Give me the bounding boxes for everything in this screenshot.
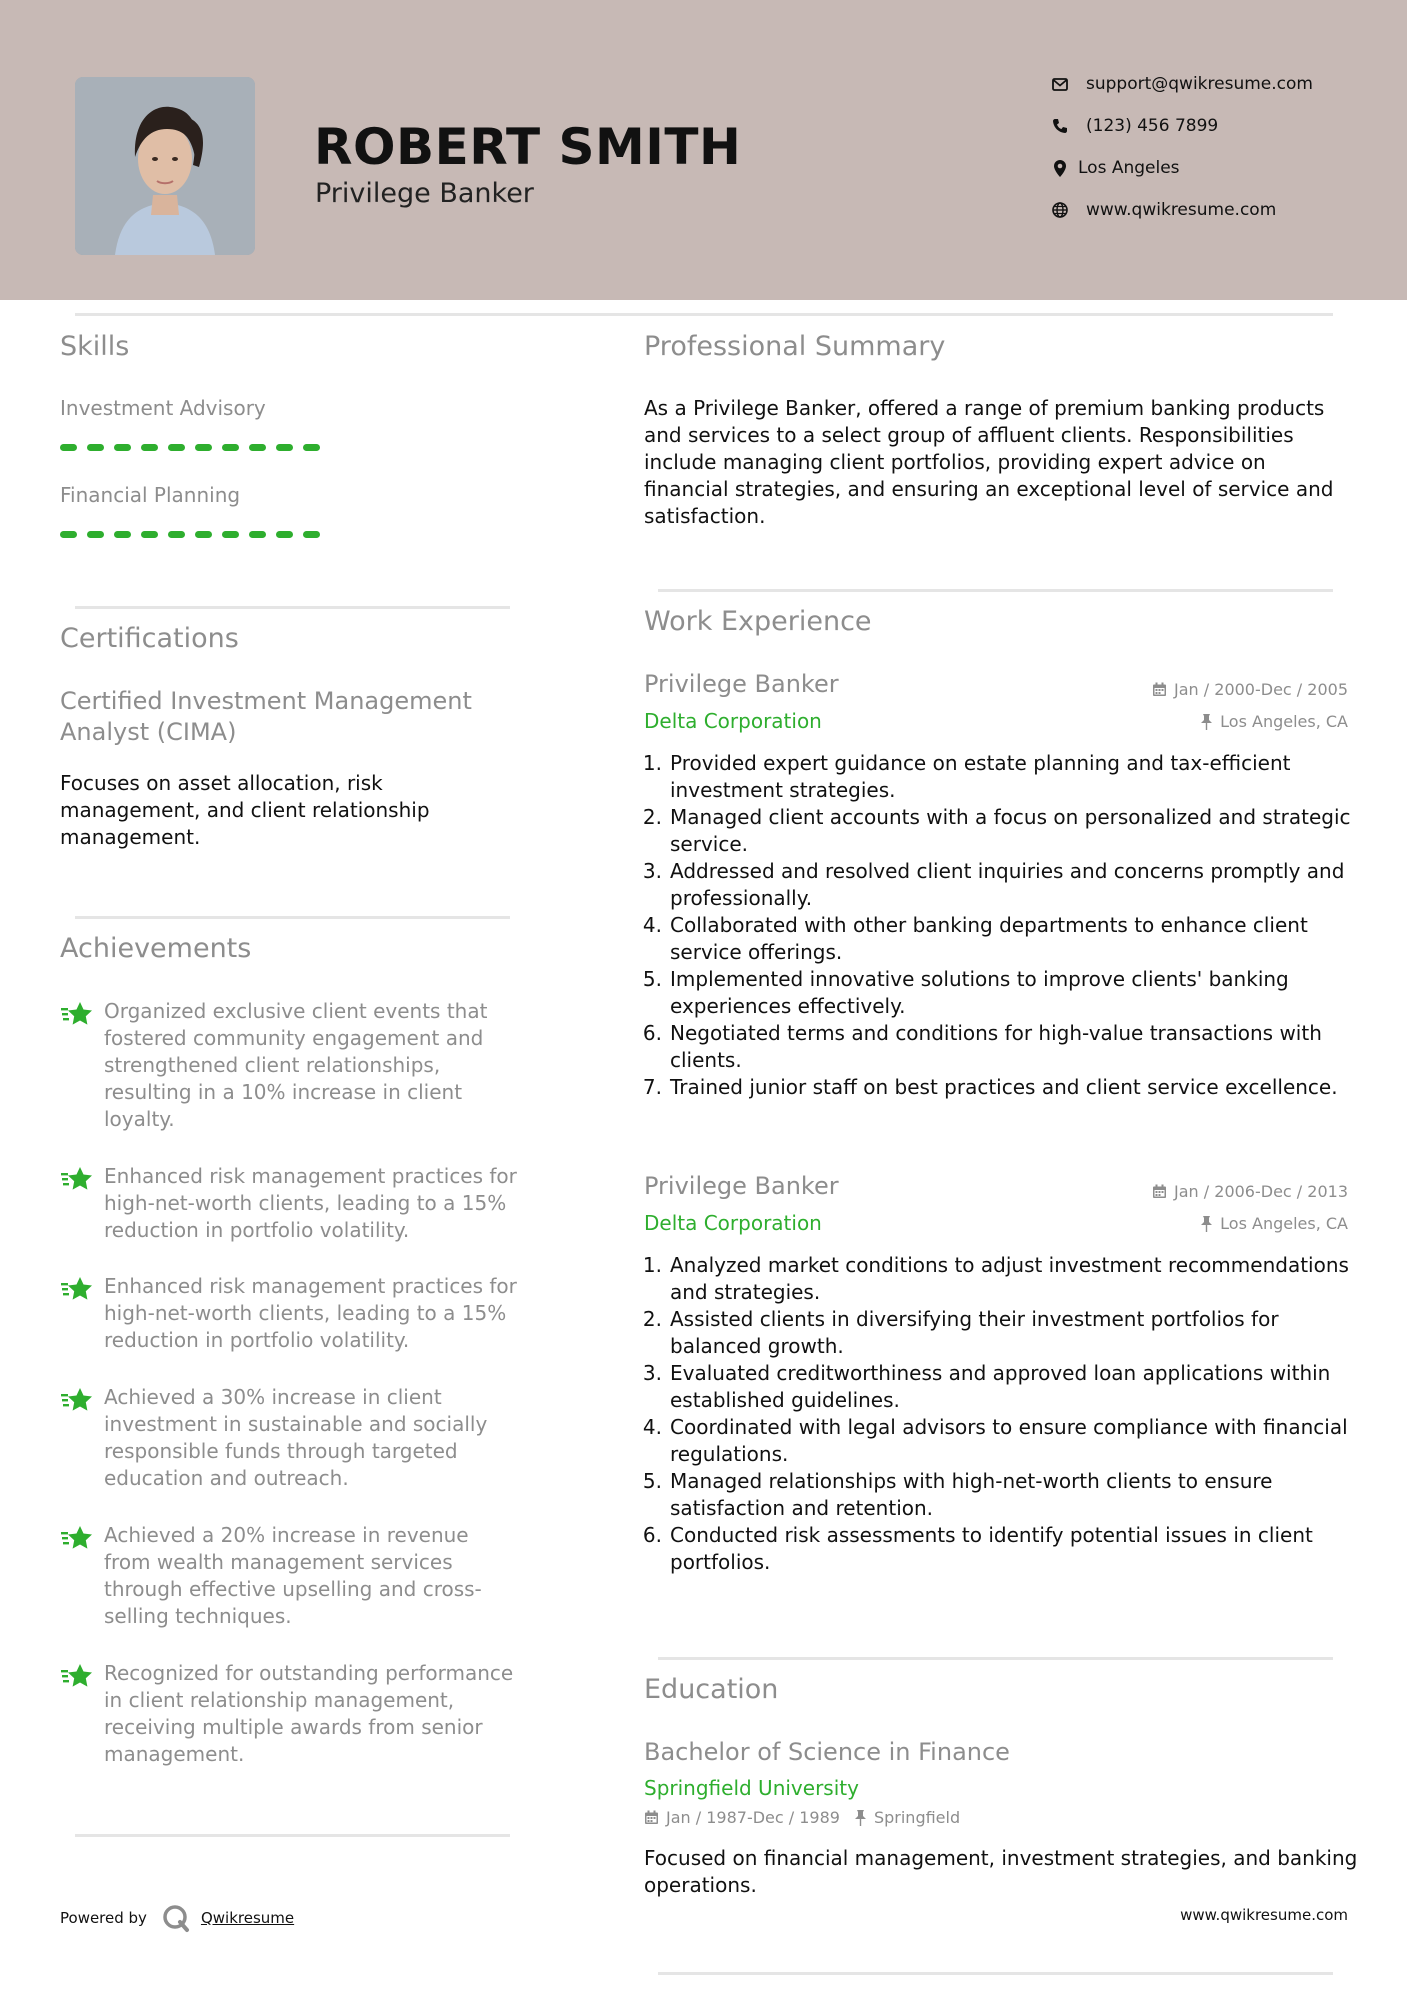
map-pin-icon: [1050, 158, 1070, 178]
list-item: 1. Analyzed market conditions to adjust investment recommendations and strategies.: [642, 1253, 1349, 1304]
list-item: 4. Coordinated with legal advisors to ensure compliance with financial regulations.: [642, 1415, 1348, 1466]
contact-location: [1050, 158, 1180, 178]
contact-email[interactable]: [1050, 74, 1313, 94]
list-item: 3. Addressed and resolved client inquiries and concerns promptly and professionally.: [642, 859, 1345, 910]
pushpin-icon: [1200, 714, 1213, 730]
profile-photo: [75, 77, 255, 255]
job-responsibilities-list: [636, 750, 1361, 1101]
star-icon: [60, 1524, 96, 1630]
candidate-name: ROBERT SMITH: [314, 118, 742, 176]
powered-by-label: Powered by: [60, 1909, 147, 1927]
list-item: 3. Evaluated creditworthiness and approved loan applications within established guidelines.: [642, 1361, 1331, 1412]
job-dates-text: Jan / 2006-Dec / 2013: [1174, 1182, 1348, 1201]
job-dates: [1152, 1182, 1348, 1201]
job-location: [1200, 712, 1348, 731]
job-title: Privilege Banker: [644, 670, 839, 698]
calendar-icon: [1152, 1184, 1167, 1199]
footer-website-link[interactable]: www.qwikresume.com: [1180, 1906, 1348, 1924]
contact-website-text: www.qwikresume.com: [1086, 200, 1277, 220]
divider-certifications: [75, 606, 510, 609]
skills-heading: Skills: [60, 331, 130, 362]
achievement-item: [60, 1163, 520, 1244]
contact-email-text: support@qwikresume.com: [1086, 74, 1313, 94]
achievement-text: Recognized for outstanding performance in client relationship management, receiving multiple awards from senior management.: [104, 1661, 514, 1766]
certification-description: Focuses on asset allocation, risk management, and client relationship management.: [60, 771, 430, 849]
job-dates-text: Jan / 2000-Dec / 2005: [1174, 680, 1348, 699]
degree-title: Bachelor of Science in Finance: [644, 1738, 1010, 1766]
achievement-item: [60, 1522, 520, 1630]
achievement-text: Achieved a 30% increase in client investment in sustainable and socially responsible funds through targeted education and outreach.: [104, 1385, 488, 1490]
qwikresume-link[interactable]: Qwikresume: [200, 1909, 295, 1927]
list-item: 1. Provided expert guidance on estate planning and tax-efficient investment strategies.: [642, 751, 1291, 802]
list-item: 2. Managed client accounts with a focus on personalized and strategic service.: [642, 805, 1351, 856]
star-icon: [60, 1000, 96, 1133]
list-item: 2. Assisted clients in diversifying their investment portfolios for balanced growth.: [642, 1307, 1279, 1358]
education-heading: Education: [644, 1674, 779, 1705]
work-experience-heading: Work Experience: [644, 606, 872, 637]
list-item: 5. Implemented innovative solutions to improve clients' banking experiences effectively.: [642, 967, 1289, 1018]
skill-name: Financial Planning: [60, 483, 241, 507]
divider-work-experience: [658, 589, 1333, 592]
education-meta: [644, 1808, 960, 1827]
contact-phone[interactable]: [1050, 116, 1218, 136]
skill-name: Investment Advisory: [60, 396, 266, 420]
company-name: Delta Corporation: [644, 709, 822, 733]
achievement-item: [60, 1273, 520, 1354]
skill-rating-dots: [60, 444, 320, 451]
star-icon: [60, 1275, 96, 1354]
summary-text: As a Privilege Banker, offered a range of premium banking products and services to a select group of affluent clients. Responsibilities include managing client portfolios, providing expert advice on financial strategies, and ensuring an exceptional level of service and satisfaction.: [644, 396, 1334, 528]
job-dates: [1152, 680, 1348, 699]
achievement-item: [60, 1660, 520, 1768]
school-name: Springfield University: [644, 1776, 859, 1800]
achievements-heading: Achievements: [60, 933, 252, 964]
candidate-title: Privilege Banker: [315, 178, 534, 209]
education-description: Focused on financial management, investment strategies, and banking operations.: [644, 1846, 1358, 1897]
achievement-item: [60, 998, 520, 1133]
job-responsibilities-list: [636, 1252, 1361, 1576]
qwikresume-logo-icon: [161, 1903, 191, 1933]
divider-achievements: [75, 916, 510, 919]
list-item: 6. Negotiated terms and conditions for high-value transactions with clients.: [642, 1021, 1322, 1072]
education-dates: Jan / 1987-Dec / 1989: [666, 1808, 840, 1827]
contact-location-text: Los Angeles: [1078, 158, 1180, 178]
powered-by: [60, 1903, 294, 1933]
job-location-text: Los Angeles, CA: [1220, 1214, 1348, 1233]
globe-icon: [1050, 200, 1070, 220]
star-icon: [60, 1386, 96, 1492]
list-item: 6. Conducted risk assessments to identify potential issues in client portfolios.: [642, 1523, 1313, 1574]
divider-education: [658, 1657, 1333, 1660]
calendar-icon: [1152, 682, 1167, 697]
job-location: [1200, 1214, 1348, 1233]
envelope-icon: [1050, 74, 1070, 94]
list-item: 4. Collaborated with other banking departments to enhance client service offerings.: [642, 913, 1308, 964]
certifications-heading: Certifications: [60, 623, 239, 654]
pushpin-icon: [1200, 1216, 1213, 1232]
resume-header: [0, 0, 1407, 300]
divider-top: [75, 313, 1333, 316]
achievement-text: Achieved a 20% increase in revenue from wealth management services through effective upselling and cross-selling techniques.: [104, 1523, 482, 1628]
job-title: Privilege Banker: [644, 1172, 839, 1200]
achievement-text: Enhanced risk management practices for high-net-worth clients, leading to a 15% reduction in portfolio volatility.: [104, 1274, 517, 1352]
star-icon: [60, 1165, 96, 1244]
divider-left-bottom: [75, 1834, 510, 1837]
phone-icon: [1050, 116, 1070, 136]
divider-right-bottom: [658, 1972, 1333, 1975]
education-location: Springfield: [873, 1808, 961, 1827]
company-name: Delta Corporation: [644, 1211, 822, 1235]
certification-title: Certified Investment Management Analyst (CIMA): [60, 687, 472, 746]
skill-rating-dots: [60, 531, 320, 538]
summary-heading: Professional Summary: [644, 331, 946, 362]
achievement-text: Organized exclusive client events that fostered community engagement and strengthened client relationships, resulting in a 10% increase in client loyalty.: [104, 999, 488, 1131]
achievement-text: Enhanced risk management practices for high-net-worth clients, leading to a 15% reduction in portfolio volatility.: [104, 1164, 517, 1242]
achievement-item: [60, 1384, 520, 1492]
contact-phone-text: (123) 456 7899: [1086, 116, 1219, 136]
star-icon: [60, 1662, 96, 1768]
list-item: 5. Managed relationships with high-net-worth clients to ensure satisfaction and retention.: [642, 1469, 1273, 1520]
calendar-icon: [644, 1810, 659, 1825]
contact-website[interactable]: [1050, 200, 1276, 220]
job-location-text: Los Angeles, CA: [1220, 712, 1348, 731]
list-item: 7. Trained junior staff on best practices and client service excellence.: [642, 1075, 1338, 1099]
pushpin-icon: [854, 1810, 867, 1826]
